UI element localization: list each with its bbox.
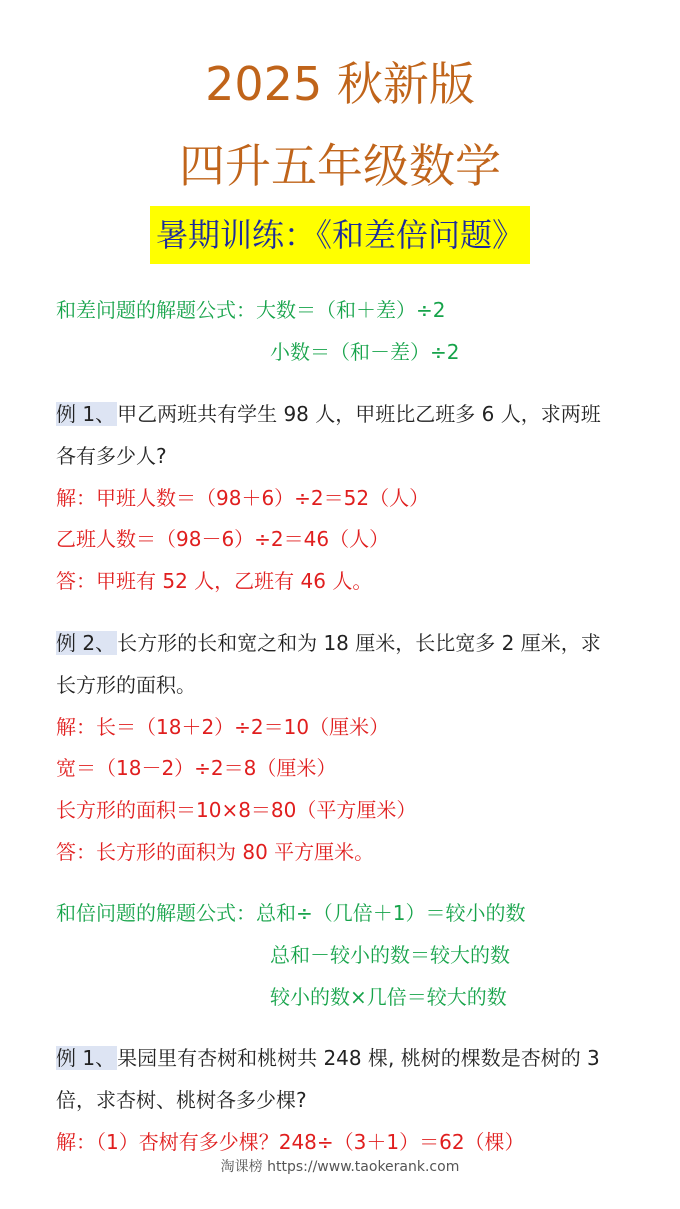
example1-solution-2: 乙班人数＝（98－6）÷2＝46（人） xyxy=(56,527,390,551)
formula-text: 总和÷（几倍＋1）＝较小的数 xyxy=(256,901,526,925)
subtitle: 暑期训练：《和差倍问题》 xyxy=(150,206,530,264)
formula-label: 和倍问题的解题公式： xyxy=(56,901,256,925)
sum-diff-formula-big xyxy=(56,296,445,324)
question-text: 甲乙两班共有学生 98 人，甲班比乙班多 6 人，求两班 xyxy=(117,402,601,426)
page-title-line2: 四升五年级数学 xyxy=(179,139,501,193)
example1-question-line2: 各有多少人? xyxy=(56,444,167,468)
example2-answer: 答：长方形的面积为 80 平方厘米。 xyxy=(56,840,375,864)
page-title: 2025 秋新版 xyxy=(205,57,475,111)
example2-question-line1 xyxy=(56,629,601,657)
example3-solution-1: 解：（1）杏树有多少棵？248÷（3＋1）＝62（棵） xyxy=(56,1130,525,1154)
footer-watermark: 淘课榜 https://www.taokerank.com xyxy=(220,1159,460,1175)
example3-question-line1 xyxy=(56,1044,600,1072)
formula-text: 大数＝（和＋差）÷2 xyxy=(256,298,446,322)
example1-question-line1 xyxy=(56,400,601,428)
example-tag: 例 1、 xyxy=(56,1046,116,1070)
question-text: 果园里有杏树和桃树共 248 棵, 桃树的棵数是杏树的 3 xyxy=(117,1046,600,1070)
formula-label: 和差问题的解题公式： xyxy=(56,298,256,322)
subtitle-banner xyxy=(0,206,680,264)
question-text: 长方形的长和宽之和为 18 厘米，长比宽多 2 厘米，求 xyxy=(117,631,601,655)
example1-solution-1: 解：甲班人数＝（98＋6）÷2＝52（人） xyxy=(56,486,430,510)
example-tag: 例 2、 xyxy=(56,631,116,655)
sum-multiple-formula-2: 总和－较小的数＝较大的数 xyxy=(270,943,510,967)
example1-answer: 答：甲班有 52 人，乙班有 46 人。 xyxy=(56,569,373,593)
example2-solution-3: 长方形的面积＝10×8＝80（平方厘米） xyxy=(56,798,417,822)
example2-solution-2: 宽＝（18－2）÷2＝8（厘米） xyxy=(56,756,337,780)
example-tag: 例 1、 xyxy=(56,402,116,426)
example3-question-line2: 倍，求杏树、桃树各多少棵? xyxy=(56,1088,307,1112)
example2-solution-1: 解：长＝（18＋2）÷2＝10（厘米） xyxy=(56,715,390,739)
sum-multiple-formula-1 xyxy=(56,899,525,927)
sum-diff-formula-small: 小数＝（和－差）÷2 xyxy=(270,340,460,364)
sum-multiple-formula-3: 较小的数×几倍＝较大的数 xyxy=(270,985,507,1009)
example2-question-line2: 长方形的面积。 xyxy=(56,673,196,697)
